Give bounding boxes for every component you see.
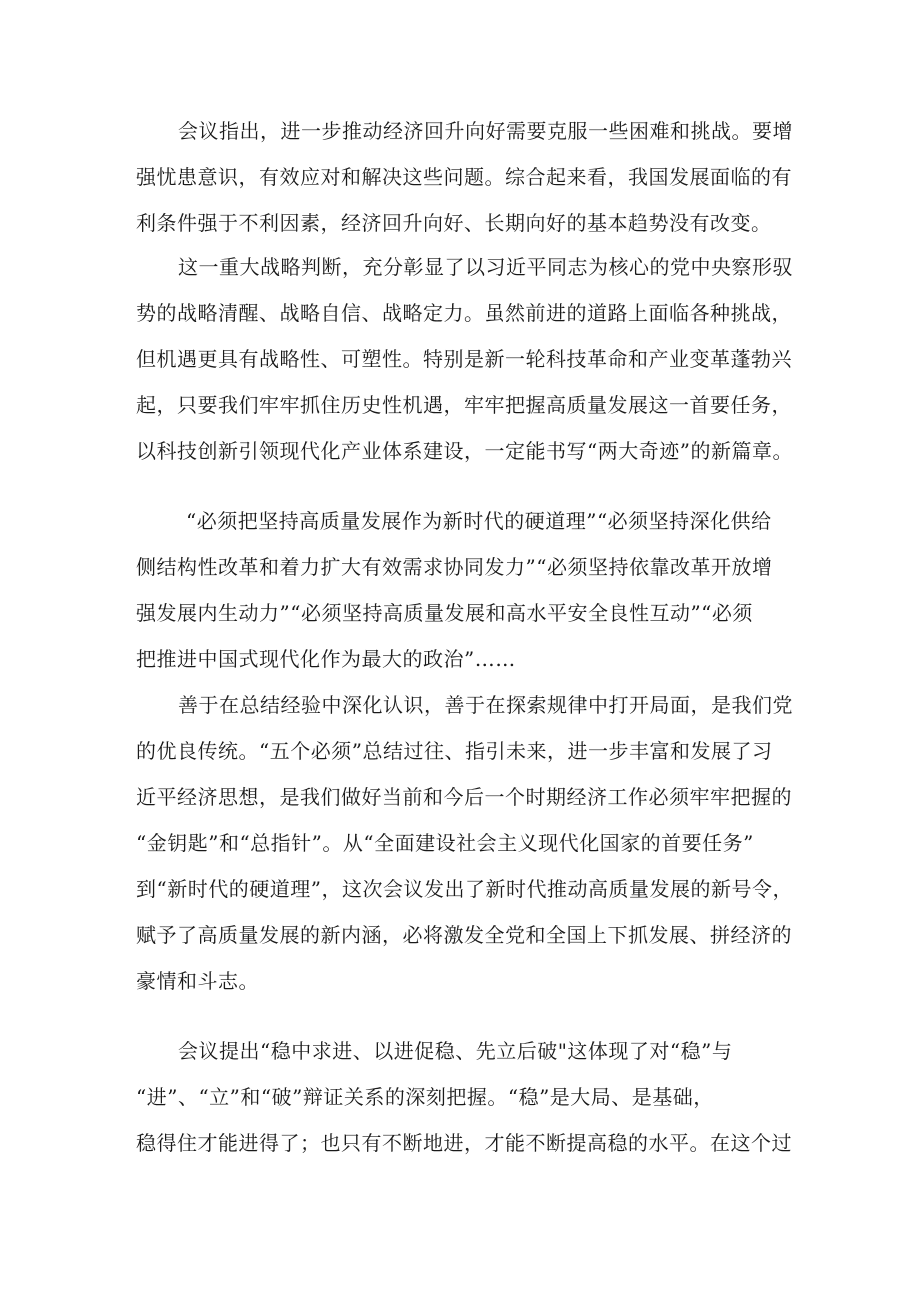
text-line: 强忧患意识，有效应对和解决这些问题。综合起来看，我国发展面临的有 <box>136 165 792 189</box>
paragraph-stability-progress <box>136 1028 792 1166</box>
text-line: 豪情和斗志。 <box>136 969 259 993</box>
text-line: 会议提出“稳中求进、以进促稳、先立后破"这体现了对“稳”与 <box>178 1039 733 1063</box>
text-line: 把推进中国式现代化作为最大的政治”…… <box>136 647 516 671</box>
text-line: 近平经济思想，是我们做好当前和今后一个时期经济工作必须牢牢把握的 <box>136 785 792 809</box>
text-line: 的优良传统。“五个必须”总结过往、指引未来，进一步丰富和发展了习 <box>136 739 773 763</box>
paragraph-five-musts <box>136 498 786 682</box>
text-line: 但机遇更具有战略性、可塑性。特别是新一轮科技革命和产业变革蓬勃兴 <box>136 347 792 371</box>
text-line: 稳得住才能进得了；也只有不断地进，才能不断提高稳的水平。在这个过 <box>136 1131 792 1155</box>
paragraph-economic-recovery <box>136 108 793 246</box>
paragraph-party-tradition <box>136 682 793 1004</box>
text-line: 这一重大战略判断，充分彰显了以习近平同志为核心的党中央察形驭 <box>178 255 793 279</box>
text-line: 善于在总结经验中深化认识，善于在探索规律中打开局面，是我们党 <box>178 693 793 717</box>
text-line: 赋予了高质量发展的新内涵，必将激发全党和全国上下抓发展、拼经济的 <box>136 923 792 947</box>
text-line: 侧结构性改革和着力扩大有效需求协同发力”“必须坚持依靠改革开放增 <box>136 555 773 579</box>
text-line: 起，只要我们牢牢抓住历史性机遇，牢牢把握高质量发展这一首要任务， <box>136 393 792 417</box>
text-line: “必须把坚持高质量发展作为新时代的硬道理”“必须坚持深化供给 <box>186 509 772 533</box>
text-line: “金钥匙”和“总指针”。从“全面建设社会主义现代化国家的首要任务” <box>136 831 754 855</box>
text-line: “进”、“立”和“破”辩证关系的深刻把握。“稳”是大局、是基础， <box>136 1085 714 1109</box>
text-line: 到“新时代的硬道理”，这次会议发出了新时代推动高质量发展的新号令， <box>136 877 793 901</box>
text-line: 以科技创新引领现代化产业体系建设，一定能书写“两大奇迹”的新篇章。 <box>136 439 793 463</box>
text-line: 势的战略清醒、战略自信、战略定力。虽然前进的道路上面临各种挑战， <box>136 301 792 325</box>
text-line: 会议指出，进一步推动经济回升向好需要克服一些困难和挑战。要增 <box>178 119 793 143</box>
text-line: 强发展内生动力”“必须坚持高质量发展和高水平安全良性互动”“必须 <box>136 601 753 625</box>
text-line: 利条件强于不利因素，经济回升向好、长期向好的基本趋势没有改变。 <box>136 211 772 235</box>
paragraph-strategic-judgement <box>136 244 793 474</box>
